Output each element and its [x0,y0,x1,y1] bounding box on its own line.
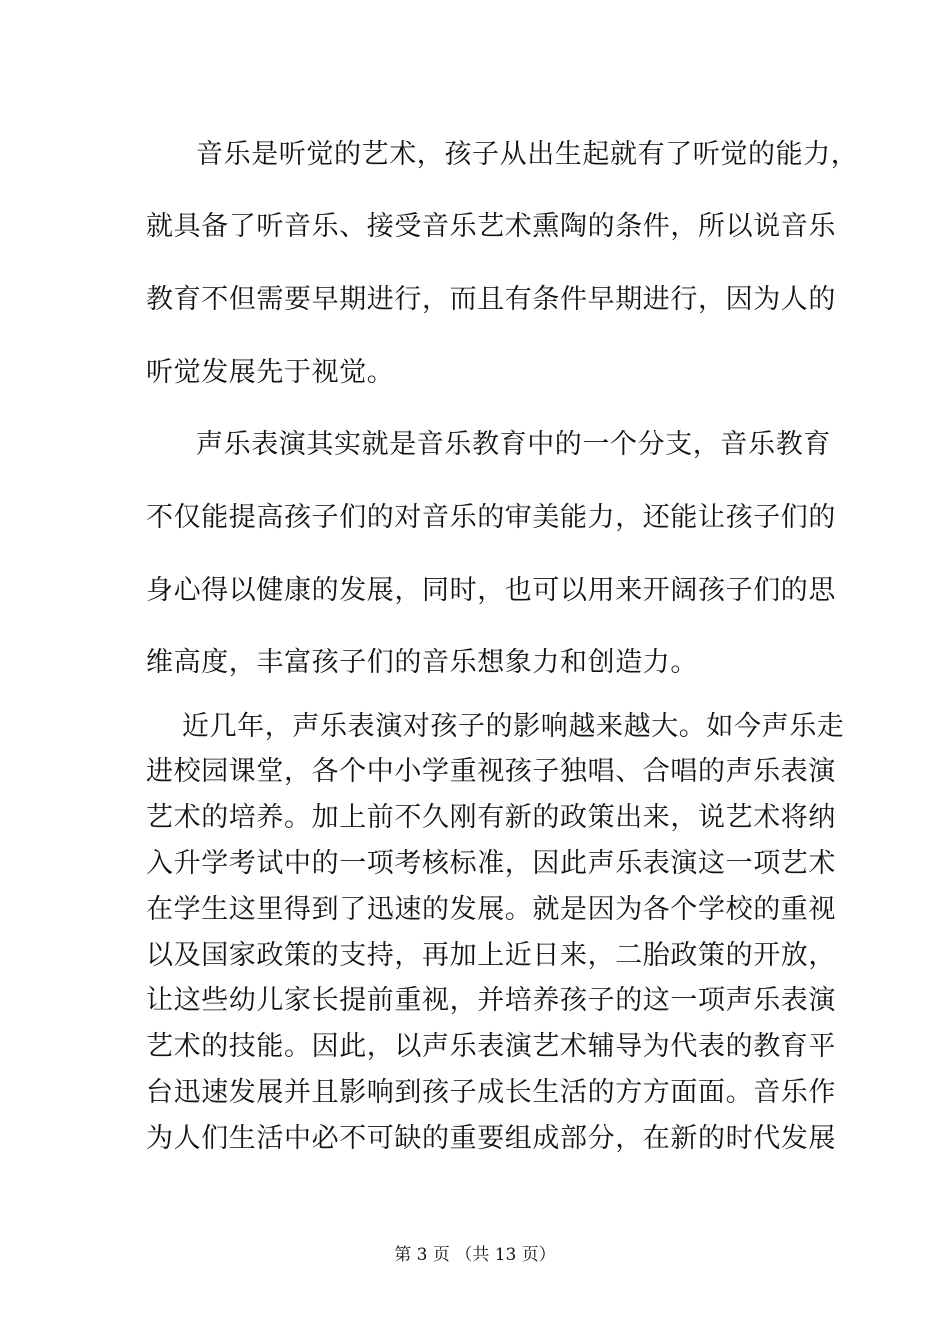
paragraph-3-line-10: 为人们生活中必不可缺的重要组成部分，在新的时代发展 [146,1123,836,1154]
page-number-footer: 第 3 页 （共 13 页） [394,1245,556,1265]
paragraph-2-line-1: 声乐表演其实就是音乐教育中的一个分支，音乐教育 [196,429,831,460]
paragraph-3-line-9: 台迅速发展并且影响到孩子成长生活的方方面面。音乐作 [146,1077,836,1108]
paragraph-3-line-1: 近几年，声乐表演对孩子的影响越来越大。如今声乐走 [182,711,845,742]
paragraph-3-line-5: 在学生这里得到了迅速的发展。就是因为各个学校的重视 [146,894,836,925]
paragraph-1-line-1: 音乐是听觉的艺术，孩子从出生起就有了听觉的能力， [196,139,859,170]
paragraph-3-line-2: 进校园课堂，各个中小学重视孩子独唱、合唱的声乐表演 [146,756,836,787]
paragraph-1-line-3: 教育不但需要早期进行，而且有条件早期进行，因为人的 [146,284,836,315]
paragraph-1-line-4: 听觉发展先于视觉。 [146,357,395,388]
paragraph-2-line-4: 维高度，丰富孩子们的音乐想象力和创造力。 [146,647,698,678]
paragraph-3-line-4: 入升学考试中的一项考核标准，因此声乐表演这一项艺术 [146,848,836,879]
paragraph-3-line-3: 艺术的培养。加上前不久刚有新的政策出来，说艺术将纳 [146,802,836,833]
paragraph-1-line-2: 就具备了听音乐、接受音乐艺术熏陶的条件，所以说音乐 [146,211,836,242]
paragraph-3-line-6: 以及国家政策的支持，再加上近日来，二胎政策的开放， [146,940,836,971]
paragraph-2-line-3: 身心得以健康的发展，同时，也可以用来开阔孩子们的思 [146,575,836,606]
paragraph-3-line-8: 艺术的技能。因此，以声乐表演艺术辅导为代表的教育平 [146,1031,836,1062]
paragraph-2-line-2: 不仅能提高孩子们的对音乐的审美能力，还能让孩子们的 [146,502,836,533]
paragraph-3-line-7: 让这些幼儿家长提前重视，并培养孩子的这一项声乐表演 [146,985,836,1016]
